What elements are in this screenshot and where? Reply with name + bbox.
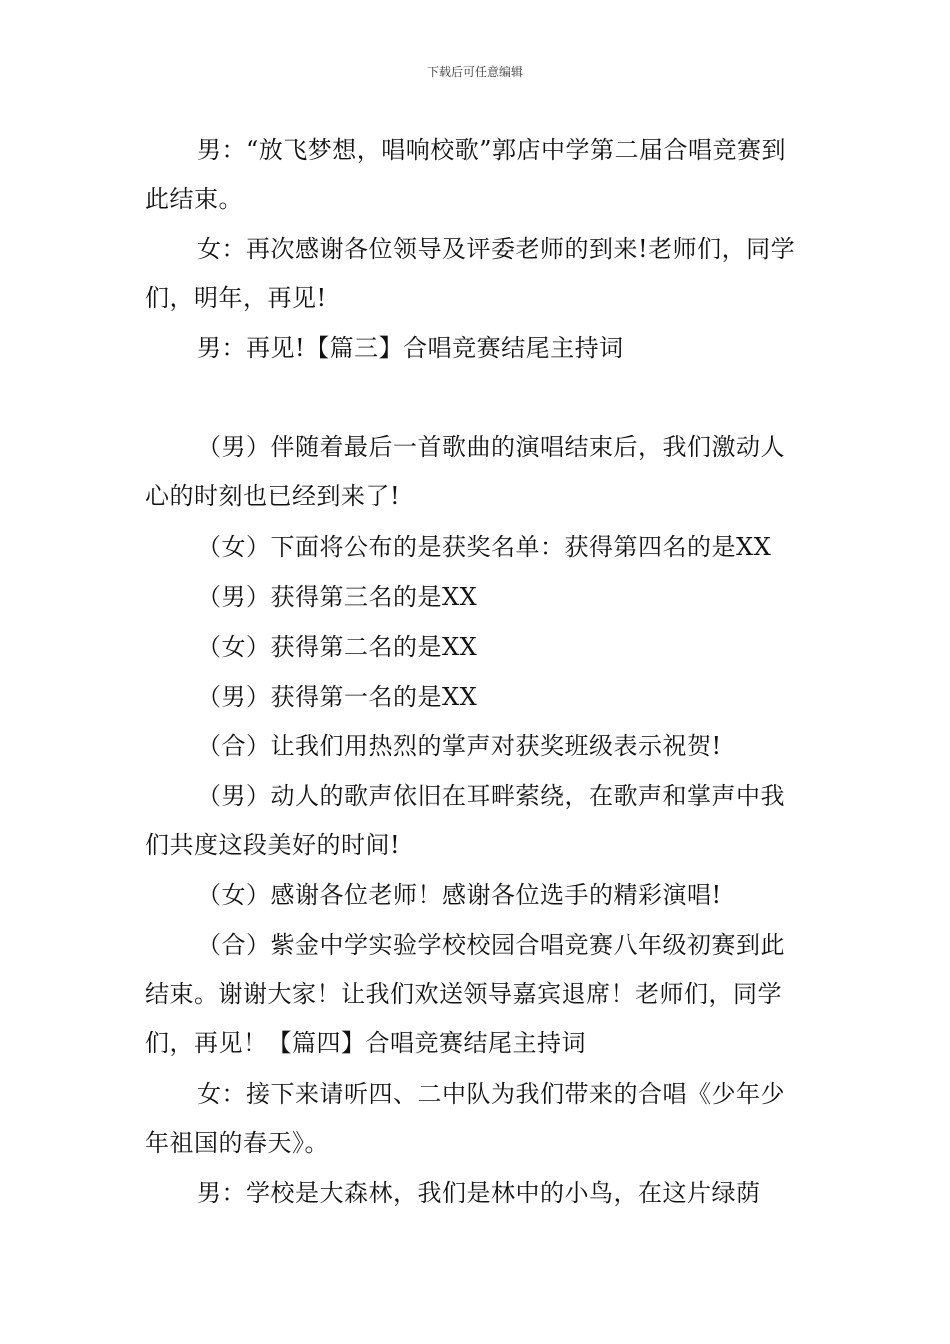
paragraph: 男：“放飞梦想，唱响校歌”郭店中学第二届合唱竞赛到此结束。 [145, 136, 787, 213]
paragraph: （男）获得第三名的是XX [197, 583, 478, 611]
paragraph: （女）下面将公布的是获奖名单：获得第四名的是XX [197, 533, 772, 561]
paragraph: 女：再次感谢各位领导及评委老师的到来!老师们，同学们，明年，再见! [145, 235, 796, 312]
paragraph: 男：学校是大森林，我们是林中的小鸟，在这片绿荫 [197, 1179, 761, 1207]
paragraph: （男）动人的歌声依旧在耳畔萦绕，在歌声和掌声中我们共度这段美好的时间! [145, 782, 785, 859]
paragraph: （合）紫金中学实验学校校园合唱竞赛八年级初赛到此结束。谢谢大家！让我们欢送领导嘉宾退席！老师们，同学们，再见！【篇四】合唱竞赛结尾主持词 [145, 931, 785, 1057]
paragraph: （男）伴随着最后一首歌曲的演唱结束后，我们激动人心的时刻也已经到来了! [145, 433, 785, 510]
paragraph: 女：接下来请听四、二中队为我们带来的合唱《少年少年祖国的春天》。 [145, 1080, 785, 1157]
paragraph: （女）感谢各位老师！感谢各位选手的精彩演唱! [197, 881, 722, 909]
paragraph: （合）让我们用热烈的掌声对获奖班级表示祝贺! [197, 732, 722, 760]
paragraph: （女）获得第二名的是XX [197, 633, 478, 661]
paragraph: 男：再见!【篇三】合唱竞赛结尾主持词 [197, 334, 624, 362]
page-header: 下载后可任意编辑 [426, 65, 523, 79]
paragraph: （男）获得第一名的是XX [197, 683, 478, 711]
